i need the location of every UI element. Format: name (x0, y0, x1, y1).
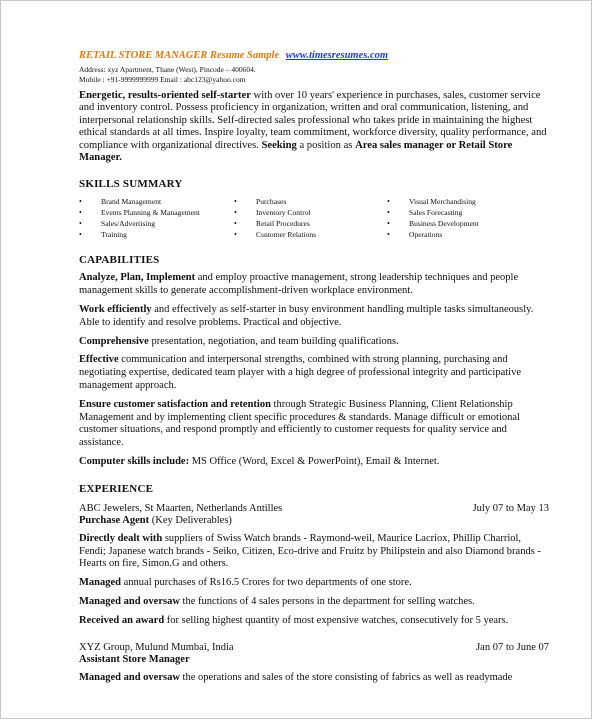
skill-item: • Purchases (234, 196, 387, 207)
skill-item: • Retail Procedures (234, 218, 387, 229)
job-item-text: annual purchases of Rs16.5 Crores for two departments of one store. (121, 577, 412, 589)
capability-item (79, 399, 549, 450)
skills-column-2 (234, 196, 387, 240)
capability-lead: Computer skills include: (79, 456, 190, 467)
resume-title (79, 50, 549, 61)
skill-item: • Sales/Advertising (79, 218, 234, 229)
capability-text: through Strategic Business Planning, Client Relationship Management and by implementing client specific procedures & standards. Manage difficult or emotional customer situations, and respond promptly and efficiently to customer requests for quality service and assistance. (79, 398, 520, 449)
skill-item: • Sales Forecasting (387, 207, 537, 218)
skill-item: • Business Development (387, 218, 537, 229)
job-item-lead: Received an award (79, 614, 165, 626)
job-company: ABC Jewelers, St Maarten, Netherlands Antilles (79, 502, 283, 514)
skill-item: • Visual Merchandising (387, 196, 537, 207)
capability-item (79, 336, 549, 349)
job-entry (79, 642, 549, 685)
intro-paragraph (79, 90, 549, 164)
skill-item: • Inventory Control (234, 207, 387, 218)
skills-column-1 (79, 196, 234, 240)
intro-body: with over 10 years' experience in purchases, sales, customer service and inventory control. Possess proficiency in organization, written and oral communication, listening, and interpersonal relationship skills. Self-directed sales professional who takes pride in maintaining the highest ethical standards at all times. Inspire loyalty, team commitment, workforce diversity, quality performance, and compliance with organizational directives. (79, 90, 547, 151)
job-role-title: Assistant Store Manager (79, 653, 190, 665)
skill-item: • Events Planning & Management (79, 207, 234, 218)
job-header (79, 642, 549, 654)
job-role-title: Purchase Agent (79, 514, 150, 526)
capability-text: and effectively as self-starter in busy environment handling multiple tasks simultaneously. Able to identify and resolve problems. Practical and objective. (79, 304, 534, 328)
skill-item: • Brand Management (79, 196, 234, 207)
capability-item (79, 304, 549, 330)
intro-target: Area sales manager or Retail Store Manager. (79, 139, 513, 164)
job-item (79, 596, 549, 609)
job-item-text: the functions of 4 sales persons in the department for selling watches. (179, 595, 475, 607)
skills-list (79, 196, 549, 240)
document-title: RETAIL STORE MANAGER Resume Sample (79, 50, 280, 61)
capability-text: presentation, negotiation, and team building qualifications. (148, 335, 399, 347)
job-item-text: suppliers of Swiss Watch brands - Raymond-weil, Maurice Lacriox, Phillip Charriol, Fendi; Japanese watch brands - Seiko, Citizen, Eco-drive and Fruitz by Philipstein and also Diamond brands - Hearts on fire, Simon.G and others. (79, 532, 541, 570)
address-line: Address: xyz Apartment, Thane (West), Pincode – 400604. (79, 65, 256, 74)
job-item-text: for selling highest quantity of most expensive watches, consecutively for 5 years. (164, 614, 509, 626)
skills-column-3 (387, 196, 537, 240)
capability-item (79, 354, 549, 392)
capability-lead: Analyze, Plan, Implement (79, 272, 196, 284)
job-item-lead: Managed (79, 577, 121, 589)
contact-line: Mobile : +91-9999999999 Email : abc123@yahoo.com (79, 75, 246, 84)
experience-heading: EXPERIENCE (79, 482, 154, 495)
job-role (79, 654, 549, 666)
skill-item: • Operations (387, 229, 537, 240)
capabilities-heading: CAPABILITIES (79, 254, 160, 267)
job-item (79, 615, 549, 628)
contact-block (79, 65, 549, 85)
job-item (79, 577, 549, 590)
skill-item: • Customer Relations (234, 229, 387, 240)
job-header (79, 503, 549, 515)
resume-content (79, 50, 549, 684)
website-link[interactable]: www.timesresumes.com (285, 50, 389, 61)
job-role (79, 515, 549, 527)
capability-lead: Ensure customer satisfaction and retention (79, 398, 271, 410)
job-role-note: (Key Deliverables) (149, 514, 232, 526)
job-item-text: the operations and sales of the store consisting of fabrics as well as readymade (179, 671, 513, 683)
job-item-lead: Managed and oversaw (79, 671, 180, 683)
job-item (79, 672, 549, 685)
intro-lead: Energetic, results-oriented self-starter (79, 90, 251, 101)
job-item (79, 533, 549, 571)
job-dates: July 07 to May 13 (472, 502, 549, 514)
job-item-lead: Directly dealt with (79, 532, 163, 544)
capability-text: MS Office (Word, Excel & PowerPoint), Email & Internet. (189, 456, 440, 467)
capability-item (79, 272, 549, 298)
capability-text: communication and interpersonal strengths, combined with strong planning, purchasing and negotiating expertise, dedicated team player with a high degree of professional integrity and participative management approach. (79, 354, 522, 392)
capability-lead: Effective (79, 354, 119, 366)
job-company: XYZ Group, Mulund Mumbai, India (79, 641, 234, 653)
intro-seeking: Seeking (261, 139, 297, 151)
job-item-lead: Managed and oversaw (79, 595, 180, 607)
capability-lead: Work efficiently (79, 304, 152, 316)
capability-item (79, 456, 549, 469)
job-entry (79, 503, 549, 628)
intro-seeking-text: a position as (296, 139, 356, 151)
capability-text: and employ proactive management, strong leadership techniques and people management skills to generate accomplishment-driven workplace environment. (79, 272, 519, 297)
job-dates: Jan 07 to June 07 (476, 641, 549, 653)
skill-item: • Training (79, 229, 234, 240)
skills-heading: SKILLS SUMMARY (79, 178, 183, 191)
capability-lead: Comprehensive (79, 335, 149, 347)
